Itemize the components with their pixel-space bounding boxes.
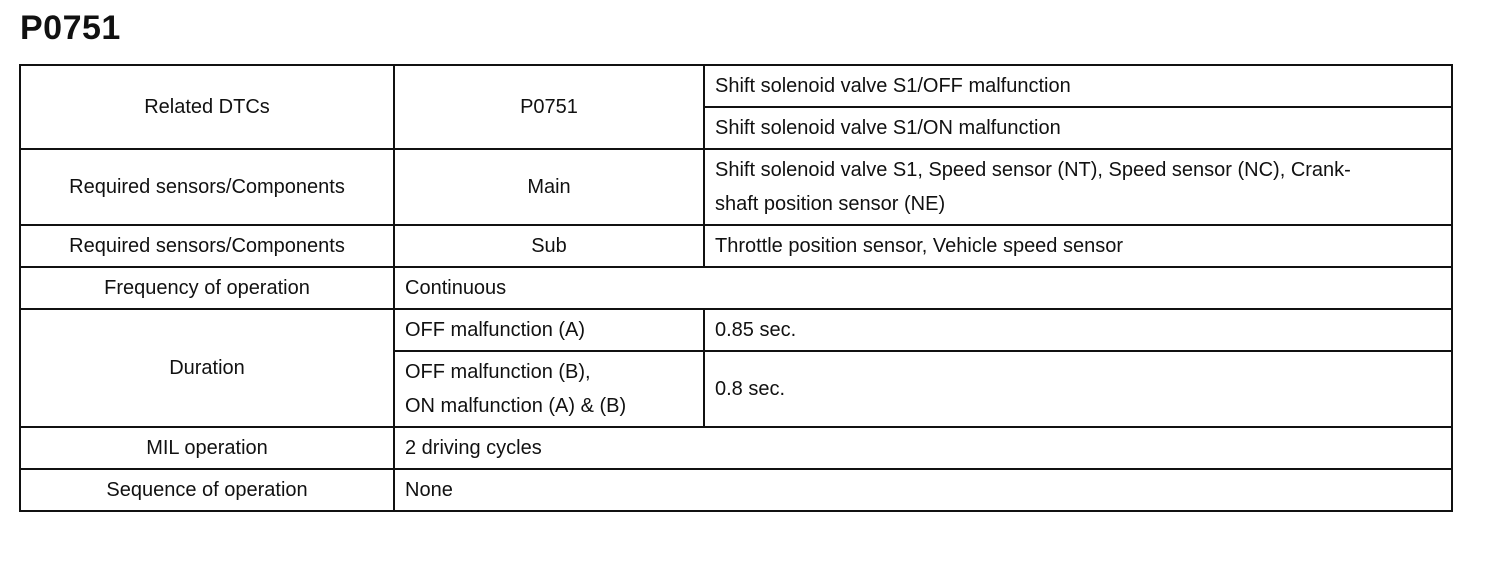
required-components-sub-value: Throttle position sensor, Vehicle speed sensor bbox=[704, 225, 1452, 267]
related-dtcs-label: Related DTCs bbox=[20, 65, 394, 149]
table-row bbox=[20, 149, 1452, 225]
table-row bbox=[20, 225, 1452, 267]
table-row bbox=[20, 309, 1452, 351]
sequence-label: Sequence of operation bbox=[20, 469, 394, 511]
required-components-main-value bbox=[704, 149, 1452, 225]
duration-condition-2 bbox=[394, 351, 704, 427]
table-row bbox=[20, 469, 1452, 511]
table-row bbox=[20, 65, 1452, 107]
duration-condition-1: OFF malfunction (A) bbox=[394, 309, 704, 351]
duration-condition-2-line-2: ON malfunction (A) & (B) bbox=[405, 395, 627, 417]
table-row bbox=[20, 427, 1452, 469]
duration-label: Duration bbox=[20, 309, 394, 427]
related-dtcs-desc-on: Shift solenoid valve S1/ON malfunction bbox=[704, 107, 1452, 149]
duration-value-2: 0.8 sec. bbox=[704, 351, 1452, 427]
related-dtcs-code: P0751 bbox=[394, 65, 704, 149]
required-components-type-sub: Sub bbox=[394, 225, 704, 267]
mil-operation-value: 2 driving cycles bbox=[394, 427, 1452, 469]
required-components-label: Required sensors/Components bbox=[20, 225, 394, 267]
required-components-label: Required sensors/Components bbox=[20, 149, 394, 225]
sequence-value: None bbox=[394, 469, 1452, 511]
dtc-spec-table bbox=[19, 64, 1453, 512]
duration-condition-2-line-1: OFF malfunction (B), bbox=[405, 361, 591, 383]
main-value-line-2: shaft position sensor (NE) bbox=[715, 193, 946, 215]
frequency-label: Frequency of operation bbox=[20, 267, 394, 309]
related-dtcs-desc-off: Shift solenoid valve S1/OFF malfunction bbox=[704, 65, 1452, 107]
page-title: P0751 bbox=[20, 9, 121, 47]
required-components-type-main: Main bbox=[394, 149, 704, 225]
frequency-value: Continuous bbox=[394, 267, 1452, 309]
duration-value-1: 0.85 sec. bbox=[704, 309, 1452, 351]
main-value-line-1: Shift solenoid valve S1, Speed sensor (NT), Speed sensor (NC), Crank- bbox=[715, 159, 1351, 181]
table-row bbox=[20, 267, 1452, 309]
mil-operation-label: MIL operation bbox=[20, 427, 394, 469]
